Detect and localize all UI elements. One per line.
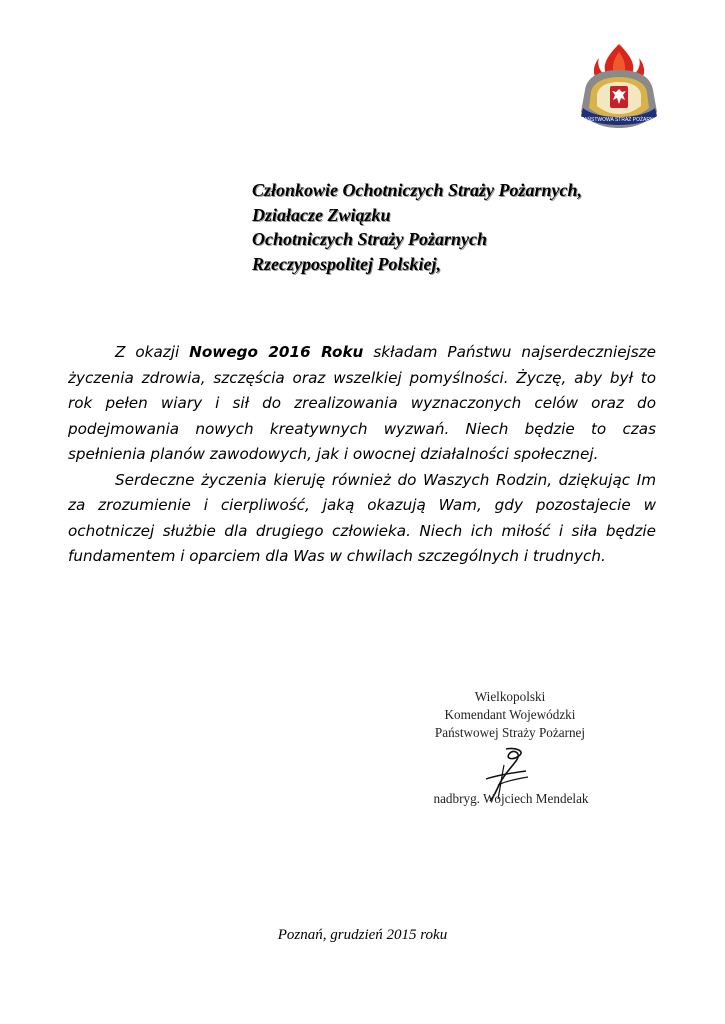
signer-title-line: Komendant Wojewódzki (444, 707, 576, 722)
place-date: Poznań, grudzień 2015 roku (277, 927, 448, 943)
fire-service-emblem (577, 42, 661, 132)
paragraph-text: Z okazji (115, 343, 190, 361)
year-highlight: Nowego 2016 Roku (189, 343, 364, 361)
paragraph (68, 340, 656, 468)
signer-title-line: Państwowej Straży Pożarnej (434, 725, 586, 740)
addressee-line: Działacze Związku (252, 204, 391, 225)
signature-block (410, 688, 610, 742)
paragraph-text: składam Państwu najserdeczniejsze życzenia zdrowia, szczęścia oraz wszelkiej pomyślności. Życzę, aby był to rok pełen wiary i sił do zrealizowania wyznaczonych celów oraz do podejmowania nowych kreatywnych wyzwań. Niech będzie to czas spełnienia planów zawodowych, jak i owocnej działalności społecznej. (68, 343, 656, 463)
addressee-block (252, 178, 692, 276)
addressee-line: Rzeczypospolitej Polskiej, (252, 253, 441, 274)
signer-title-line: Wielkopolski (474, 689, 546, 704)
letter-body (68, 340, 656, 570)
paragraph: Serdeczne życzenia kieruję również do Waszych Rodzin, dziękując Im za zrozumienie i cierpliwość, jaką okazują Wam, gdy pozostajecie w ochotniczej służbie dla drugiego człowieka. Niech ich miłość i siła będzie fundamentem i oparciem dla Was w chwilach szczególnych i trudnych. (68, 470, 656, 565)
emblem-ribbon-text: PAŃSTWOWA STRAŻ POŻARNA (581, 117, 657, 123)
addressee-line: Członkowie Ochotniczych Straży Pożarnych, (252, 180, 583, 200)
addressee-line: Ochotniczych Straży Pożarnych (252, 229, 488, 249)
signer-name: nadbryg. Wojciech Mendelak (433, 791, 589, 806)
